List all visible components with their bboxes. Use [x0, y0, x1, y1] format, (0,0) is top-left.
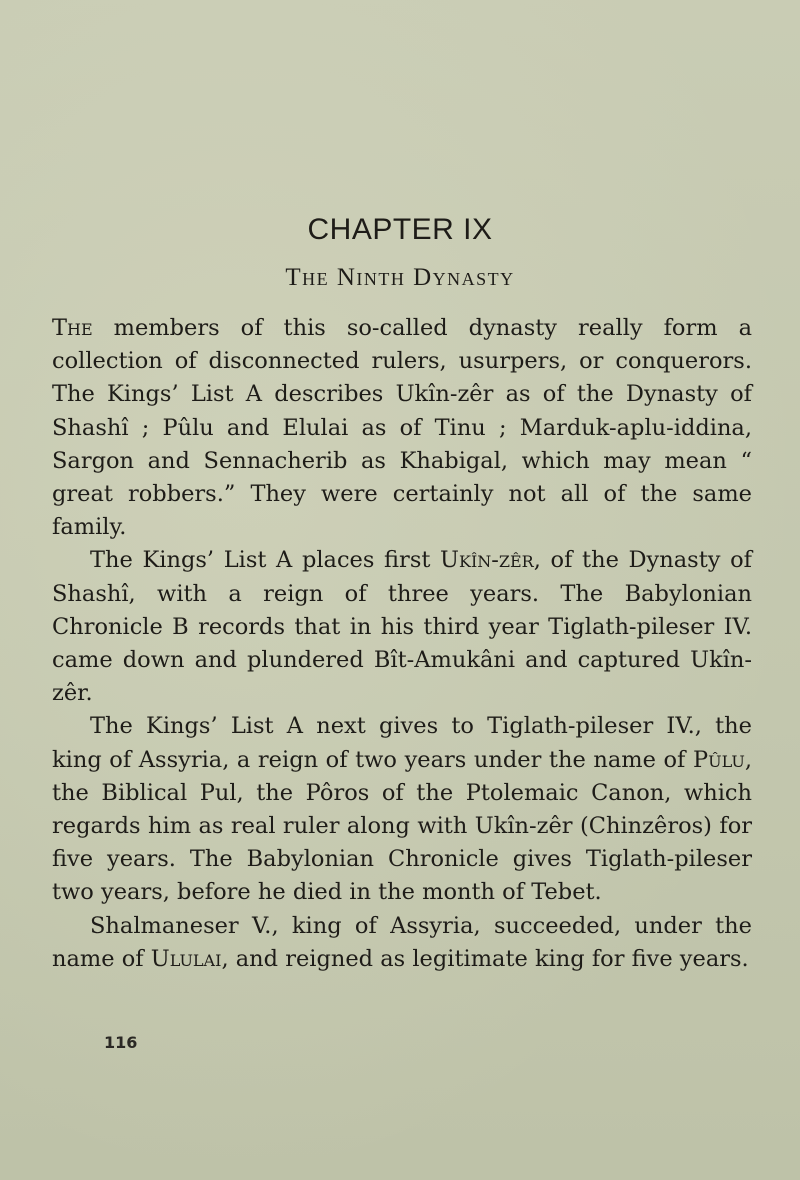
ruler-name-ukin-zer: Ukîn-zêr [440, 547, 534, 574]
paragraph-1-text: members of this so-called dynasty really form a collection of disconnected rulers, usurpers, or conquerors. The Kings’ List A describes Ukîn-zêr as of the Dynasty of Shashî ; Pûlu and Elulai as of Tinu ; Marduk-aplu-iddina, Sargon and Sennacherib as Khabigal, which may mean “ great robbers.” They were certainly not all of the same family. [52, 315, 752, 541]
chapter-title: The Ninth Dynasty [285, 264, 515, 291]
paragraph-2-text-a: The Kings’ List A places first [90, 547, 441, 574]
paragraph-4 [52, 910, 752, 976]
ruler-name-ululai: Ululai [150, 945, 222, 972]
paragraph-3-text-a: The Kings’ List A next gives to Tiglath-pileser IV., the king of Assyria, a reign of two years under the name of [52, 713, 752, 773]
paragraph-lead-word: The [52, 315, 93, 341]
paragraph-4-text-a: Shalmaneser V., king of Assyria, succeeded, under the name of [52, 912, 752, 972]
page-number: 116 [104, 1033, 138, 1052]
body-text [52, 312, 752, 976]
paragraph-1 [52, 312, 752, 544]
paragraph-2 [52, 544, 752, 710]
paragraph-2-text-b: , of the Dynasty of Shashî, with a reign of three years. The Babylonian Chronicle B records that in his third year Tiglath-pileser IV. came down and plundered Bît-Amukâni and captured Ukîn-zêr. [52, 547, 752, 707]
paragraph-4-text-b: , and reigned as legitimate king for five years. [221, 945, 749, 972]
paragraph-3 [52, 710, 752, 909]
ruler-name-pulu: Pûlu [692, 746, 745, 773]
chapter-heading: CHAPTER IX [307, 213, 493, 246]
paragraph-3-text-b: , the Biblical Pul, the Pôros of the Ptolemaic Canon, which regards him as real ruler along with Ukîn-zêr (Chinzêros) for five years. The Babylonian Chronicle gives Tiglath-pileser two years, before he died in the month of Tebet. [52, 746, 752, 906]
